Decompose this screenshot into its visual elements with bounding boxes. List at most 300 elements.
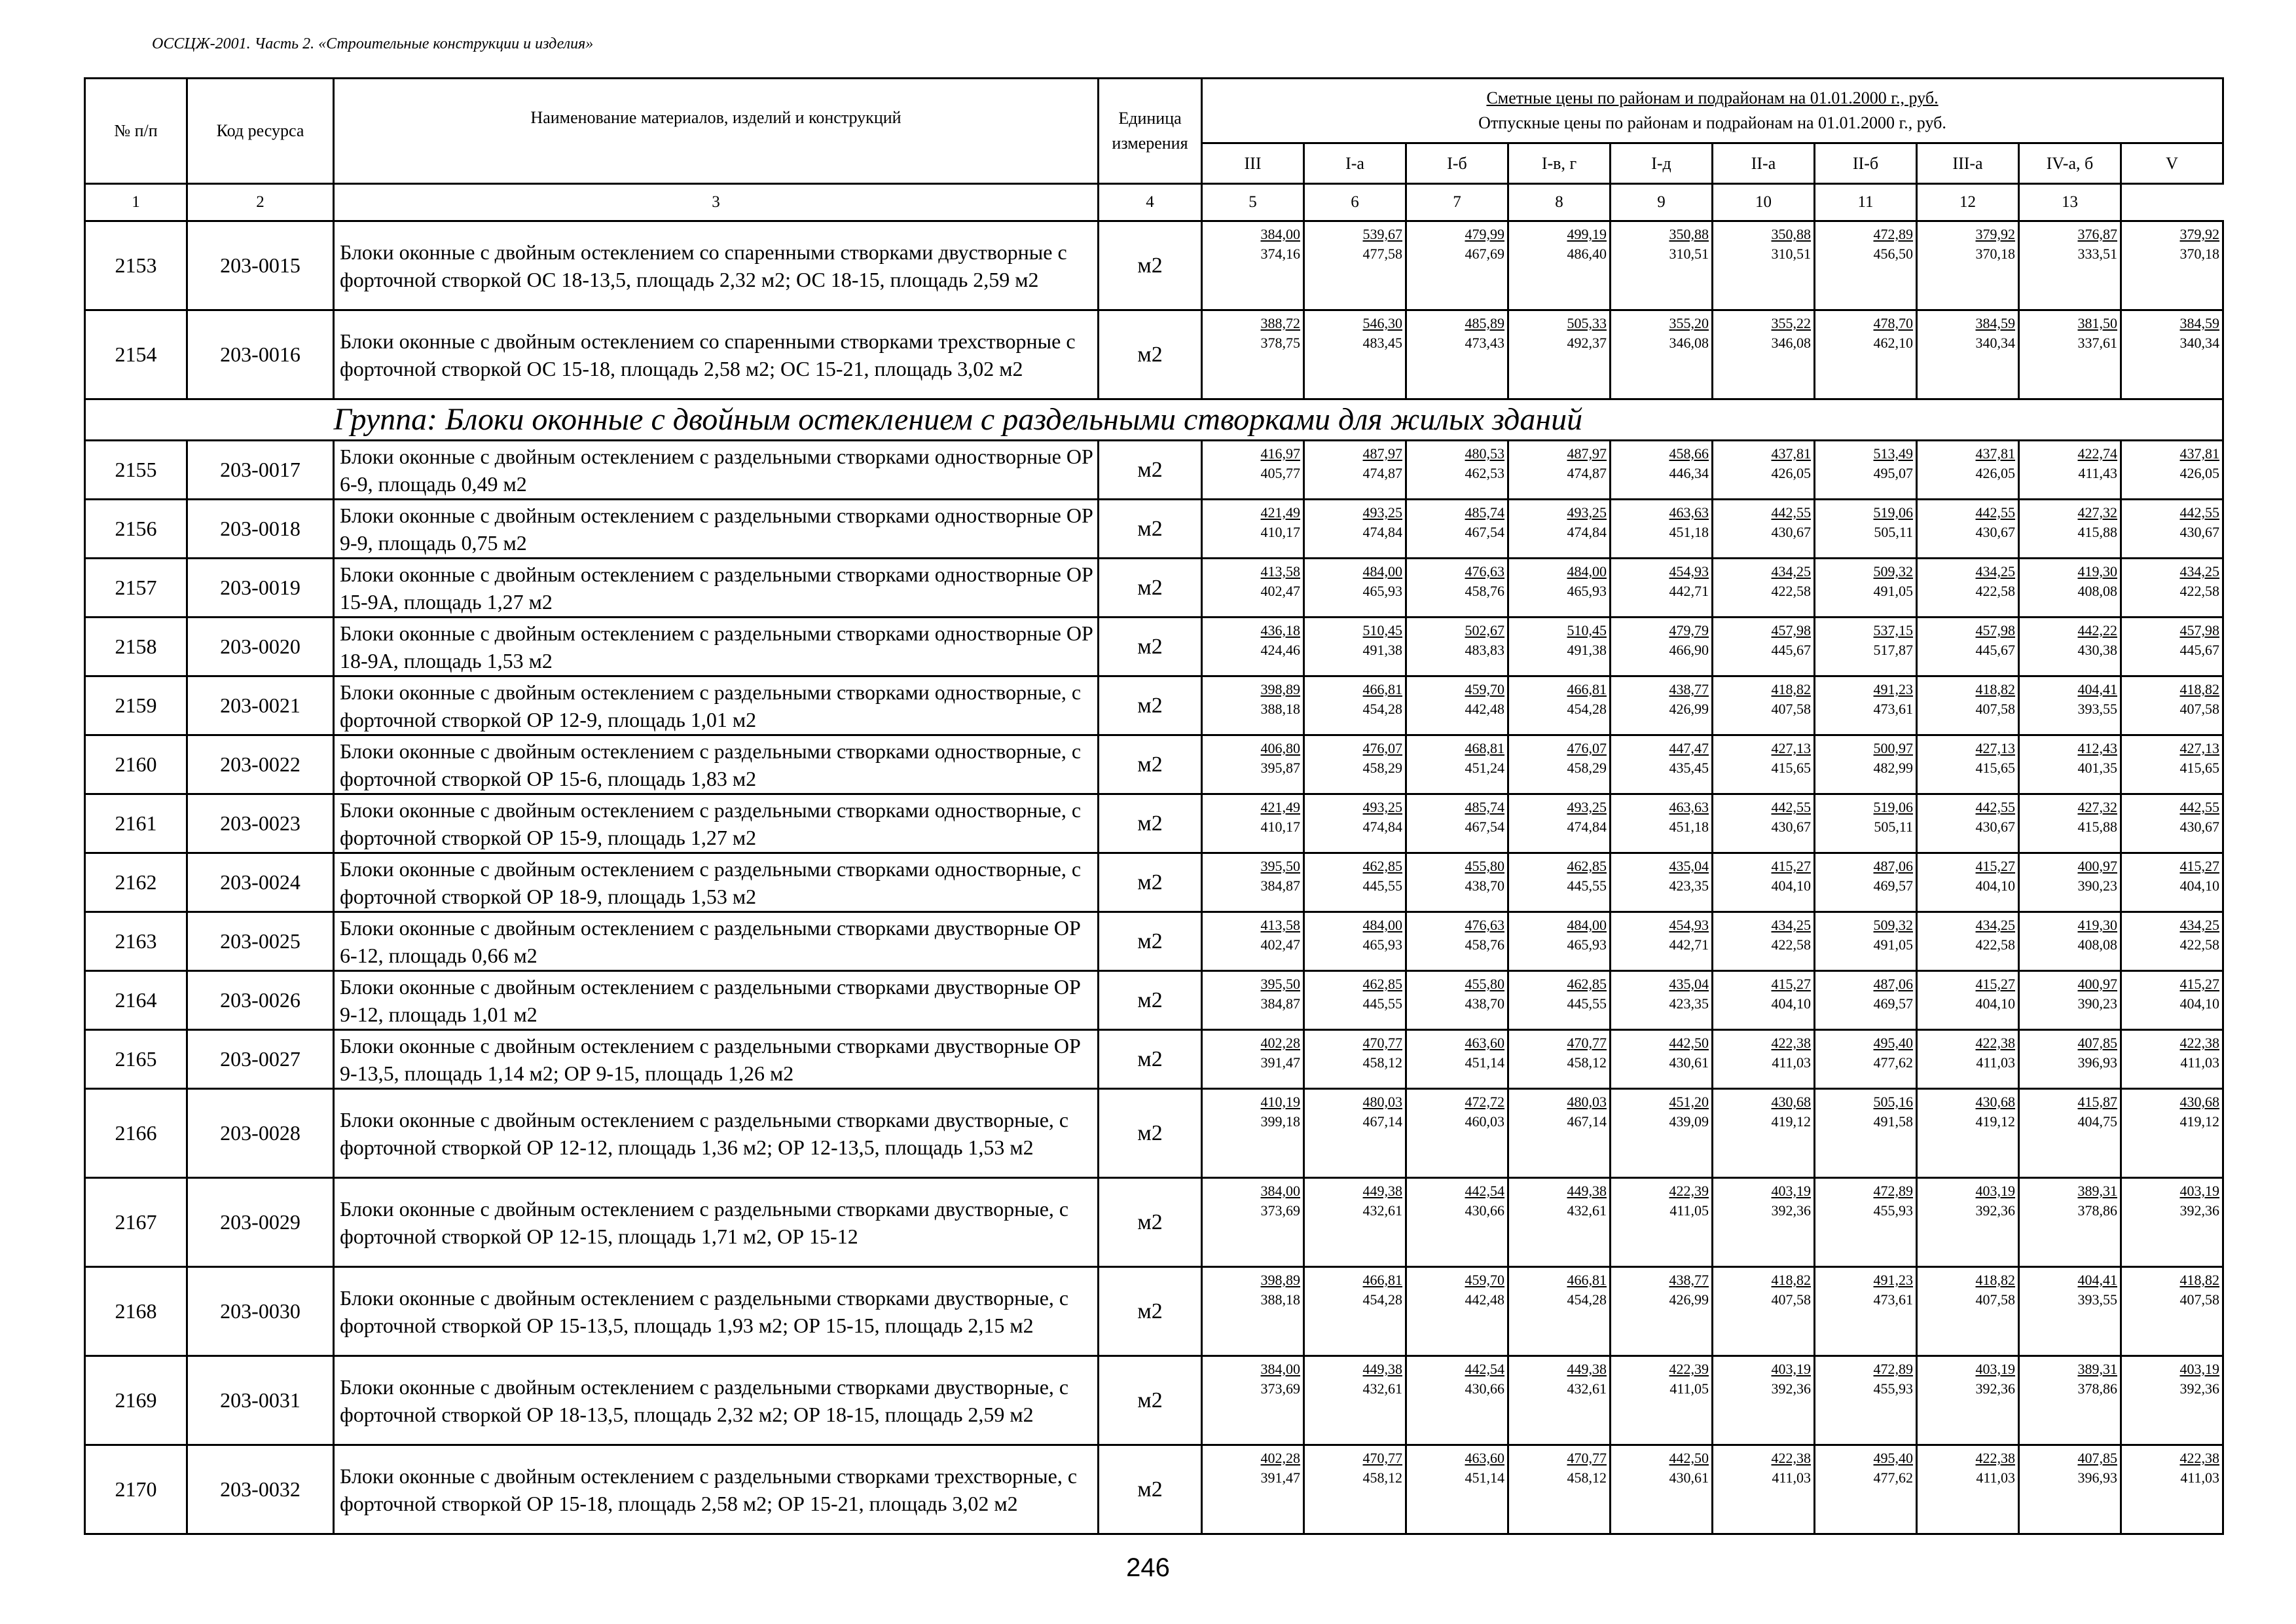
price-cell	[2019, 1445, 2121, 1534]
release-price: 373,69	[1260, 1380, 1300, 1397]
estimated-price: 537,15	[1873, 622, 1913, 638]
release-price: 458,12	[1567, 1469, 1607, 1486]
release-price: 426,99	[1669, 701, 1709, 717]
estimated-price: 422,38	[2179, 1450, 2220, 1466]
resource-code: 203-0025	[187, 912, 334, 971]
estimated-price: 435,04	[1669, 858, 1709, 874]
unit: м2	[1099, 676, 1202, 735]
estimated-price: 427,13	[1975, 740, 2015, 756]
release-price: 419,12	[2179, 1113, 2220, 1130]
price-cell	[1508, 559, 1611, 618]
price-cell	[1304, 559, 1406, 618]
release-price: 407,58	[2179, 1291, 2220, 1308]
release-price: 430,67	[2179, 524, 2220, 540]
estimated-price: 495,40	[1873, 1035, 1913, 1051]
estimated-price: 472,72	[1465, 1094, 1504, 1110]
price-cell	[1406, 971, 1508, 1030]
price-cell	[1815, 500, 1917, 559]
column-number: 10	[1713, 184, 1815, 221]
estimated-price: 485,89	[1465, 315, 1504, 331]
estimated-price: 418,82	[1975, 681, 2015, 697]
table-row	[85, 1030, 2223, 1089]
estimated-price: 422,74	[2077, 445, 2117, 462]
unit: м2	[1099, 221, 1202, 310]
price-cell	[1815, 1089, 1917, 1178]
estimated-price: 410,19	[1260, 1094, 1300, 1110]
release-price: 333,51	[2077, 246, 2117, 262]
estimated-price: 403,19	[2179, 1183, 2220, 1199]
estimated-price: 384,00	[1260, 226, 1300, 242]
price-cell	[2121, 1030, 2223, 1089]
estimated-price: 407,85	[2077, 1035, 2117, 1051]
estimated-price: 434,25	[1975, 917, 2015, 933]
estimated-price: 495,40	[1873, 1450, 1913, 1466]
price-cell	[1713, 1178, 1815, 1267]
price-cell	[1815, 618, 1917, 676]
estimated-price: 403,19	[1975, 1183, 2015, 1199]
estimated-price: 480,03	[1567, 1094, 1607, 1110]
estimated-price: 457,98	[2179, 622, 2220, 638]
unit: м2	[1099, 971, 1202, 1030]
price-cell	[1406, 1030, 1508, 1089]
price-cell	[2121, 441, 2223, 500]
price-cell	[1917, 618, 2019, 676]
estimated-price: 466,81	[1362, 1272, 1402, 1288]
region-header: IV-а, б	[2019, 143, 2121, 184]
estimated-price: 539,67	[1362, 226, 1402, 242]
price-cell	[2121, 221, 2223, 310]
row-number: 2157	[85, 559, 187, 618]
price-cell	[1508, 310, 1611, 399]
estimated-price: 505,16	[1873, 1094, 1913, 1110]
price-cell	[1202, 676, 1304, 735]
resource-code: 203-0026	[187, 971, 334, 1030]
release-price: 407,58	[1975, 1291, 2015, 1308]
unit: м2	[1099, 1445, 1202, 1534]
release-price: 456,50	[1873, 246, 1913, 262]
row-number: 2154	[85, 310, 187, 399]
price-cell	[1508, 735, 1611, 794]
price-cell	[1508, 676, 1611, 735]
column-number: 2	[187, 184, 334, 221]
price-cell	[2121, 971, 2223, 1030]
release-price: 451,24	[1465, 760, 1504, 776]
release-price: 340,34	[2179, 335, 2220, 351]
estimated-price: 350,88	[1669, 226, 1709, 242]
estimated-price: 384,59	[2179, 315, 2220, 331]
estimated-price: 376,87	[2077, 226, 2117, 242]
estimated-price: 442,22	[2077, 622, 2117, 638]
row-number: 2160	[85, 735, 187, 794]
release-price: 391,47	[1260, 1469, 1300, 1486]
estimated-price: 413,58	[1260, 917, 1300, 933]
resource-code: 203-0015	[187, 221, 334, 310]
price-cell	[2121, 559, 2223, 618]
estimated-price: 466,81	[1567, 681, 1607, 697]
release-price: 430,61	[1669, 1054, 1709, 1071]
resource-code: 203-0022	[187, 735, 334, 794]
release-price: 465,93	[1567, 583, 1607, 599]
release-price: 430,66	[1465, 1202, 1504, 1219]
price-cell	[1917, 794, 2019, 853]
price-cell	[1508, 221, 1611, 310]
release-price: 405,77	[1260, 465, 1300, 481]
page-number: 246	[1126, 1553, 1170, 1582]
estimated-price: 403,19	[1771, 1361, 1811, 1377]
release-price: 455,93	[1873, 1380, 1913, 1397]
resource-code: 203-0031	[187, 1356, 334, 1445]
column-number: 9	[1611, 184, 1713, 221]
price-cell	[1917, 971, 2019, 1030]
price-cell	[2019, 1356, 2121, 1445]
release-price: 346,08	[1771, 335, 1811, 351]
price-cell	[1406, 853, 1508, 912]
price-cell	[1713, 1267, 1815, 1356]
estimated-price: 509,32	[1873, 563, 1913, 580]
resource-code: 203-0020	[187, 618, 334, 676]
estimated-price: 430,68	[1975, 1094, 2015, 1110]
running-header: ОССЦЖ-2001. Часть 2. «Строительные конструкции и изделия»	[152, 35, 594, 52]
estimated-price: 415,27	[1975, 858, 2015, 874]
estimated-price: 487,97	[1567, 445, 1607, 462]
row-number: 2164	[85, 971, 187, 1030]
price-cell	[1917, 912, 2019, 971]
price-cell	[1713, 912, 1815, 971]
price-cell	[2121, 853, 2223, 912]
table-row	[85, 559, 2223, 618]
price-cell	[1611, 853, 1713, 912]
price-cell	[1304, 1089, 1406, 1178]
price-cell	[1202, 853, 1304, 912]
estimated-price: 437,81	[1975, 445, 2015, 462]
region-header: II-б	[1815, 143, 1917, 184]
price-cell	[1202, 1356, 1304, 1445]
resource-code: 203-0023	[187, 794, 334, 853]
price-cell	[1611, 500, 1713, 559]
table-row	[85, 441, 2223, 500]
region-header: II-а	[1713, 143, 1815, 184]
release-price: 486,40	[1567, 246, 1607, 262]
release-price: 491,05	[1873, 583, 1913, 599]
release-price: 458,12	[1362, 1469, 1402, 1486]
price-cell	[1406, 1267, 1508, 1356]
region-header: III-а	[1917, 143, 2019, 184]
release-price: 337,61	[2077, 335, 2117, 351]
release-price: 491,58	[1873, 1113, 1913, 1130]
release-price: 495,07	[1873, 465, 1913, 481]
release-price: 388,18	[1260, 1291, 1300, 1308]
estimated-price: 388,72	[1260, 315, 1300, 331]
item-name: Блоки оконные с двойным остеклением со спаренными створками трехстворные с форточной створкой ОС 15-18, площадь 2,58 м2; ОС 15-21, площадь 3,02 м2	[334, 310, 1099, 399]
price-cell	[1202, 1178, 1304, 1267]
price-cell	[1202, 1267, 1304, 1356]
release-price: 310,51	[1771, 246, 1811, 262]
price-cell	[2121, 735, 2223, 794]
release-price: 384,87	[1260, 995, 1300, 1012]
price-cell	[1304, 853, 1406, 912]
estimated-price: 466,81	[1362, 681, 1402, 697]
estimated-price: 422,39	[1669, 1361, 1709, 1377]
price-cell	[1815, 441, 1917, 500]
price-cell	[1304, 221, 1406, 310]
price-cell	[1611, 1089, 1713, 1178]
unit: м2	[1099, 618, 1202, 676]
estimated-price: 502,67	[1465, 622, 1504, 638]
price-cell	[1304, 618, 1406, 676]
estimated-price: 442,55	[1975, 799, 2015, 815]
release-price: 404,10	[1975, 995, 2015, 1012]
unit: м2	[1099, 559, 1202, 618]
release-price: 467,54	[1465, 524, 1504, 540]
release-price: 477,62	[1873, 1469, 1913, 1486]
estimated-price: 462,85	[1362, 976, 1402, 992]
release-price: 454,28	[1567, 1291, 1607, 1308]
estimated-price: 406,80	[1260, 740, 1300, 756]
price-cell	[1406, 310, 1508, 399]
price-cell	[1815, 912, 1917, 971]
release-price: 378,86	[2077, 1380, 2117, 1397]
row-number: 2162	[85, 853, 187, 912]
row-number: 2156	[85, 500, 187, 559]
estimated-price: 485,74	[1465, 504, 1504, 521]
price-cell	[1508, 1030, 1611, 1089]
release-price: 491,05	[1873, 936, 1913, 953]
column-number: 8	[1508, 184, 1611, 221]
release-price: 396,93	[2077, 1054, 2117, 1071]
release-price: 465,93	[1362, 583, 1402, 599]
table-row	[85, 912, 2223, 971]
estimated-price: 400,97	[2077, 858, 2117, 874]
column-number: 6	[1304, 184, 1406, 221]
price-cell	[2121, 1445, 2223, 1534]
estimated-price: 422,38	[1975, 1450, 2015, 1466]
header-prices-release: Отпускные цены по районам и подрайонам на 01.01.2000 г., руб.	[1478, 113, 1946, 132]
price-cell	[1304, 310, 1406, 399]
price-cell	[1917, 853, 2019, 912]
release-price: 415,88	[2077, 524, 2117, 540]
estimated-price: 449,38	[1362, 1183, 1402, 1199]
estimated-price: 491,23	[1873, 681, 1913, 697]
unit: м2	[1099, 1356, 1202, 1445]
price-cell	[1202, 1089, 1304, 1178]
estimated-price: 415,27	[1975, 976, 2015, 992]
price-cell	[1713, 618, 1815, 676]
estimated-price: 463,63	[1669, 504, 1709, 521]
estimated-price: 434,25	[1975, 563, 2015, 580]
price-cell	[2019, 500, 2121, 559]
release-price: 346,08	[1669, 335, 1709, 351]
unit: м2	[1099, 1089, 1202, 1178]
estimated-price: 379,92	[1975, 226, 2015, 242]
price-cell	[2019, 971, 2121, 1030]
estimated-price: 430,68	[1771, 1094, 1811, 1110]
estimated-price: 510,45	[1567, 622, 1607, 638]
release-price: 410,17	[1260, 819, 1300, 835]
estimated-price: 442,55	[1975, 504, 2015, 521]
estimated-price: 479,79	[1669, 622, 1709, 638]
price-cell	[1611, 1030, 1713, 1089]
row-number: 2166	[85, 1089, 187, 1178]
region-header: I-в, г	[1508, 143, 1611, 184]
row-number: 2168	[85, 1267, 187, 1356]
release-price: 469,57	[1873, 995, 1913, 1012]
estimated-price: 407,85	[2077, 1450, 2117, 1466]
release-price: 411,03	[1976, 1469, 2015, 1486]
price-cell	[1917, 1267, 2019, 1356]
price-cell	[1713, 500, 1815, 559]
group-row	[85, 399, 2223, 441]
estimated-price: 430,68	[2179, 1094, 2220, 1110]
release-price: 424,46	[1260, 642, 1300, 658]
estimated-price: 462,85	[1362, 858, 1402, 874]
price-cell	[1917, 1445, 2019, 1534]
group-title: Группа: Блоки оконные с двойным остеклением с раздельными створками для жилых зданий	[334, 399, 2223, 441]
table-row	[85, 1267, 2223, 1356]
estimated-price: 418,82	[1975, 1272, 2015, 1288]
estimated-price: 472,89	[1873, 1361, 1913, 1377]
price-cell	[1611, 559, 1713, 618]
estimated-price: 400,97	[2077, 976, 2117, 992]
release-price: 451,14	[1465, 1469, 1504, 1486]
price-cell	[1611, 971, 1713, 1030]
estimated-price: 468,81	[1465, 740, 1504, 756]
estimated-price: 398,89	[1260, 681, 1300, 697]
release-price: 422,58	[2179, 936, 2220, 953]
estimated-price: 470,77	[1362, 1035, 1402, 1051]
price-cell	[2121, 500, 2223, 559]
resource-code: 203-0032	[187, 1445, 334, 1534]
release-price: 426,05	[2179, 465, 2220, 481]
release-price: 451,18	[1669, 819, 1709, 835]
release-price: 517,87	[1873, 642, 1913, 658]
estimated-price: 499,19	[1567, 226, 1607, 242]
release-price: 505,11	[1874, 524, 1913, 540]
column-number: 7	[1406, 184, 1508, 221]
price-cell	[1508, 1356, 1611, 1445]
price-cell	[2121, 912, 2223, 971]
release-price: 467,14	[1362, 1113, 1402, 1130]
unit: м2	[1099, 1030, 1202, 1089]
release-price: 378,86	[2077, 1202, 2117, 1219]
estimated-price: 437,81	[1771, 445, 1811, 462]
price-cell	[1304, 735, 1406, 794]
price-cell	[1611, 1267, 1713, 1356]
estimated-price: 438,77	[1669, 1272, 1709, 1288]
estimated-price: 381,50	[2077, 315, 2117, 331]
table-row	[85, 676, 2223, 735]
release-price: 474,84	[1567, 819, 1607, 835]
estimated-price: 395,50	[1260, 858, 1300, 874]
release-price: 430,67	[1771, 524, 1811, 540]
estimated-price: 379,92	[2179, 226, 2220, 242]
release-price: 467,14	[1567, 1113, 1607, 1130]
price-cell	[1508, 618, 1611, 676]
unit: м2	[1099, 853, 1202, 912]
price-cell	[1611, 618, 1713, 676]
region-header: I-д	[1611, 143, 1713, 184]
price-cell	[1406, 1178, 1508, 1267]
release-price: 408,08	[2077, 583, 2117, 599]
estimated-price: 419,30	[2077, 563, 2117, 580]
estimated-price: 412,43	[2077, 740, 2117, 756]
estimated-price: 493,25	[1362, 799, 1402, 815]
release-price: 404,10	[2179, 995, 2220, 1012]
price-cell	[1611, 912, 1713, 971]
estimated-price: 398,89	[1260, 1272, 1300, 1288]
price-cell	[1508, 1089, 1611, 1178]
estimated-price: 438,77	[1669, 681, 1709, 697]
price-cell	[2019, 794, 2121, 853]
estimated-price: 422,39	[1669, 1183, 1709, 1199]
item-name: Блоки оконные с двойным остеклением с раздельными створками одностворные, с форточной створкой ОР 15-6, площадь 1,83 м2	[334, 735, 1099, 794]
price-cell	[1917, 500, 2019, 559]
estimated-price: 476,07	[1362, 740, 1402, 756]
price-cell	[2019, 1267, 2121, 1356]
release-price: 340,34	[1975, 335, 2015, 351]
estimated-price: 427,32	[2077, 504, 2117, 521]
resource-code: 203-0017	[187, 441, 334, 500]
resource-code: 203-0021	[187, 676, 334, 735]
price-cell	[1304, 1178, 1406, 1267]
estimated-price: 500,97	[1873, 740, 1913, 756]
price-cell	[1406, 618, 1508, 676]
price-cell	[1304, 441, 1406, 500]
price-cell	[1202, 794, 1304, 853]
price-cell	[1917, 1356, 2019, 1445]
price-cell	[1406, 1356, 1508, 1445]
price-cell	[1611, 1178, 1713, 1267]
estimated-price: 403,19	[1771, 1183, 1811, 1199]
price-cell	[1713, 676, 1815, 735]
price-cell	[1713, 1030, 1815, 1089]
estimated-price: 509,32	[1873, 917, 1913, 933]
estimated-price: 437,81	[2179, 445, 2220, 462]
price-cell	[1611, 794, 1713, 853]
table-row	[85, 1445, 2223, 1534]
release-price: 391,47	[1260, 1054, 1300, 1071]
price-cell	[1815, 1445, 1917, 1534]
release-price: 404,10	[1771, 877, 1811, 894]
estimated-price: 402,28	[1260, 1450, 1300, 1466]
release-price: 378,75	[1260, 335, 1300, 351]
column-number: 13	[2019, 184, 2121, 221]
price-cell	[1202, 618, 1304, 676]
estimated-price: 505,33	[1567, 315, 1607, 331]
price-cell	[1917, 1089, 2019, 1178]
estimated-price: 419,30	[2077, 917, 2117, 933]
price-cell	[2121, 1267, 2223, 1356]
release-price: 426,05	[1771, 465, 1811, 481]
estimated-price: 422,38	[2179, 1035, 2220, 1051]
release-price: 415,65	[1771, 760, 1811, 776]
price-cell	[1611, 221, 1713, 310]
release-price: 407,58	[1771, 1291, 1811, 1308]
release-price: 474,84	[1567, 524, 1607, 540]
table-row	[85, 1356, 2223, 1445]
price-cell	[1508, 1445, 1611, 1534]
price-cell	[1202, 500, 1304, 559]
release-price: 491,38	[1362, 642, 1402, 658]
release-price: 402,47	[1260, 583, 1300, 599]
estimated-price: 484,00	[1362, 917, 1402, 933]
release-price: 395,87	[1260, 760, 1300, 776]
release-price: 438,70	[1465, 877, 1504, 894]
price-cell	[2121, 1356, 2223, 1445]
header-prices	[1202, 79, 2223, 143]
unit: м2	[1099, 310, 1202, 399]
estimated-price: 434,25	[1771, 563, 1811, 580]
row-number: 2153	[85, 221, 187, 310]
